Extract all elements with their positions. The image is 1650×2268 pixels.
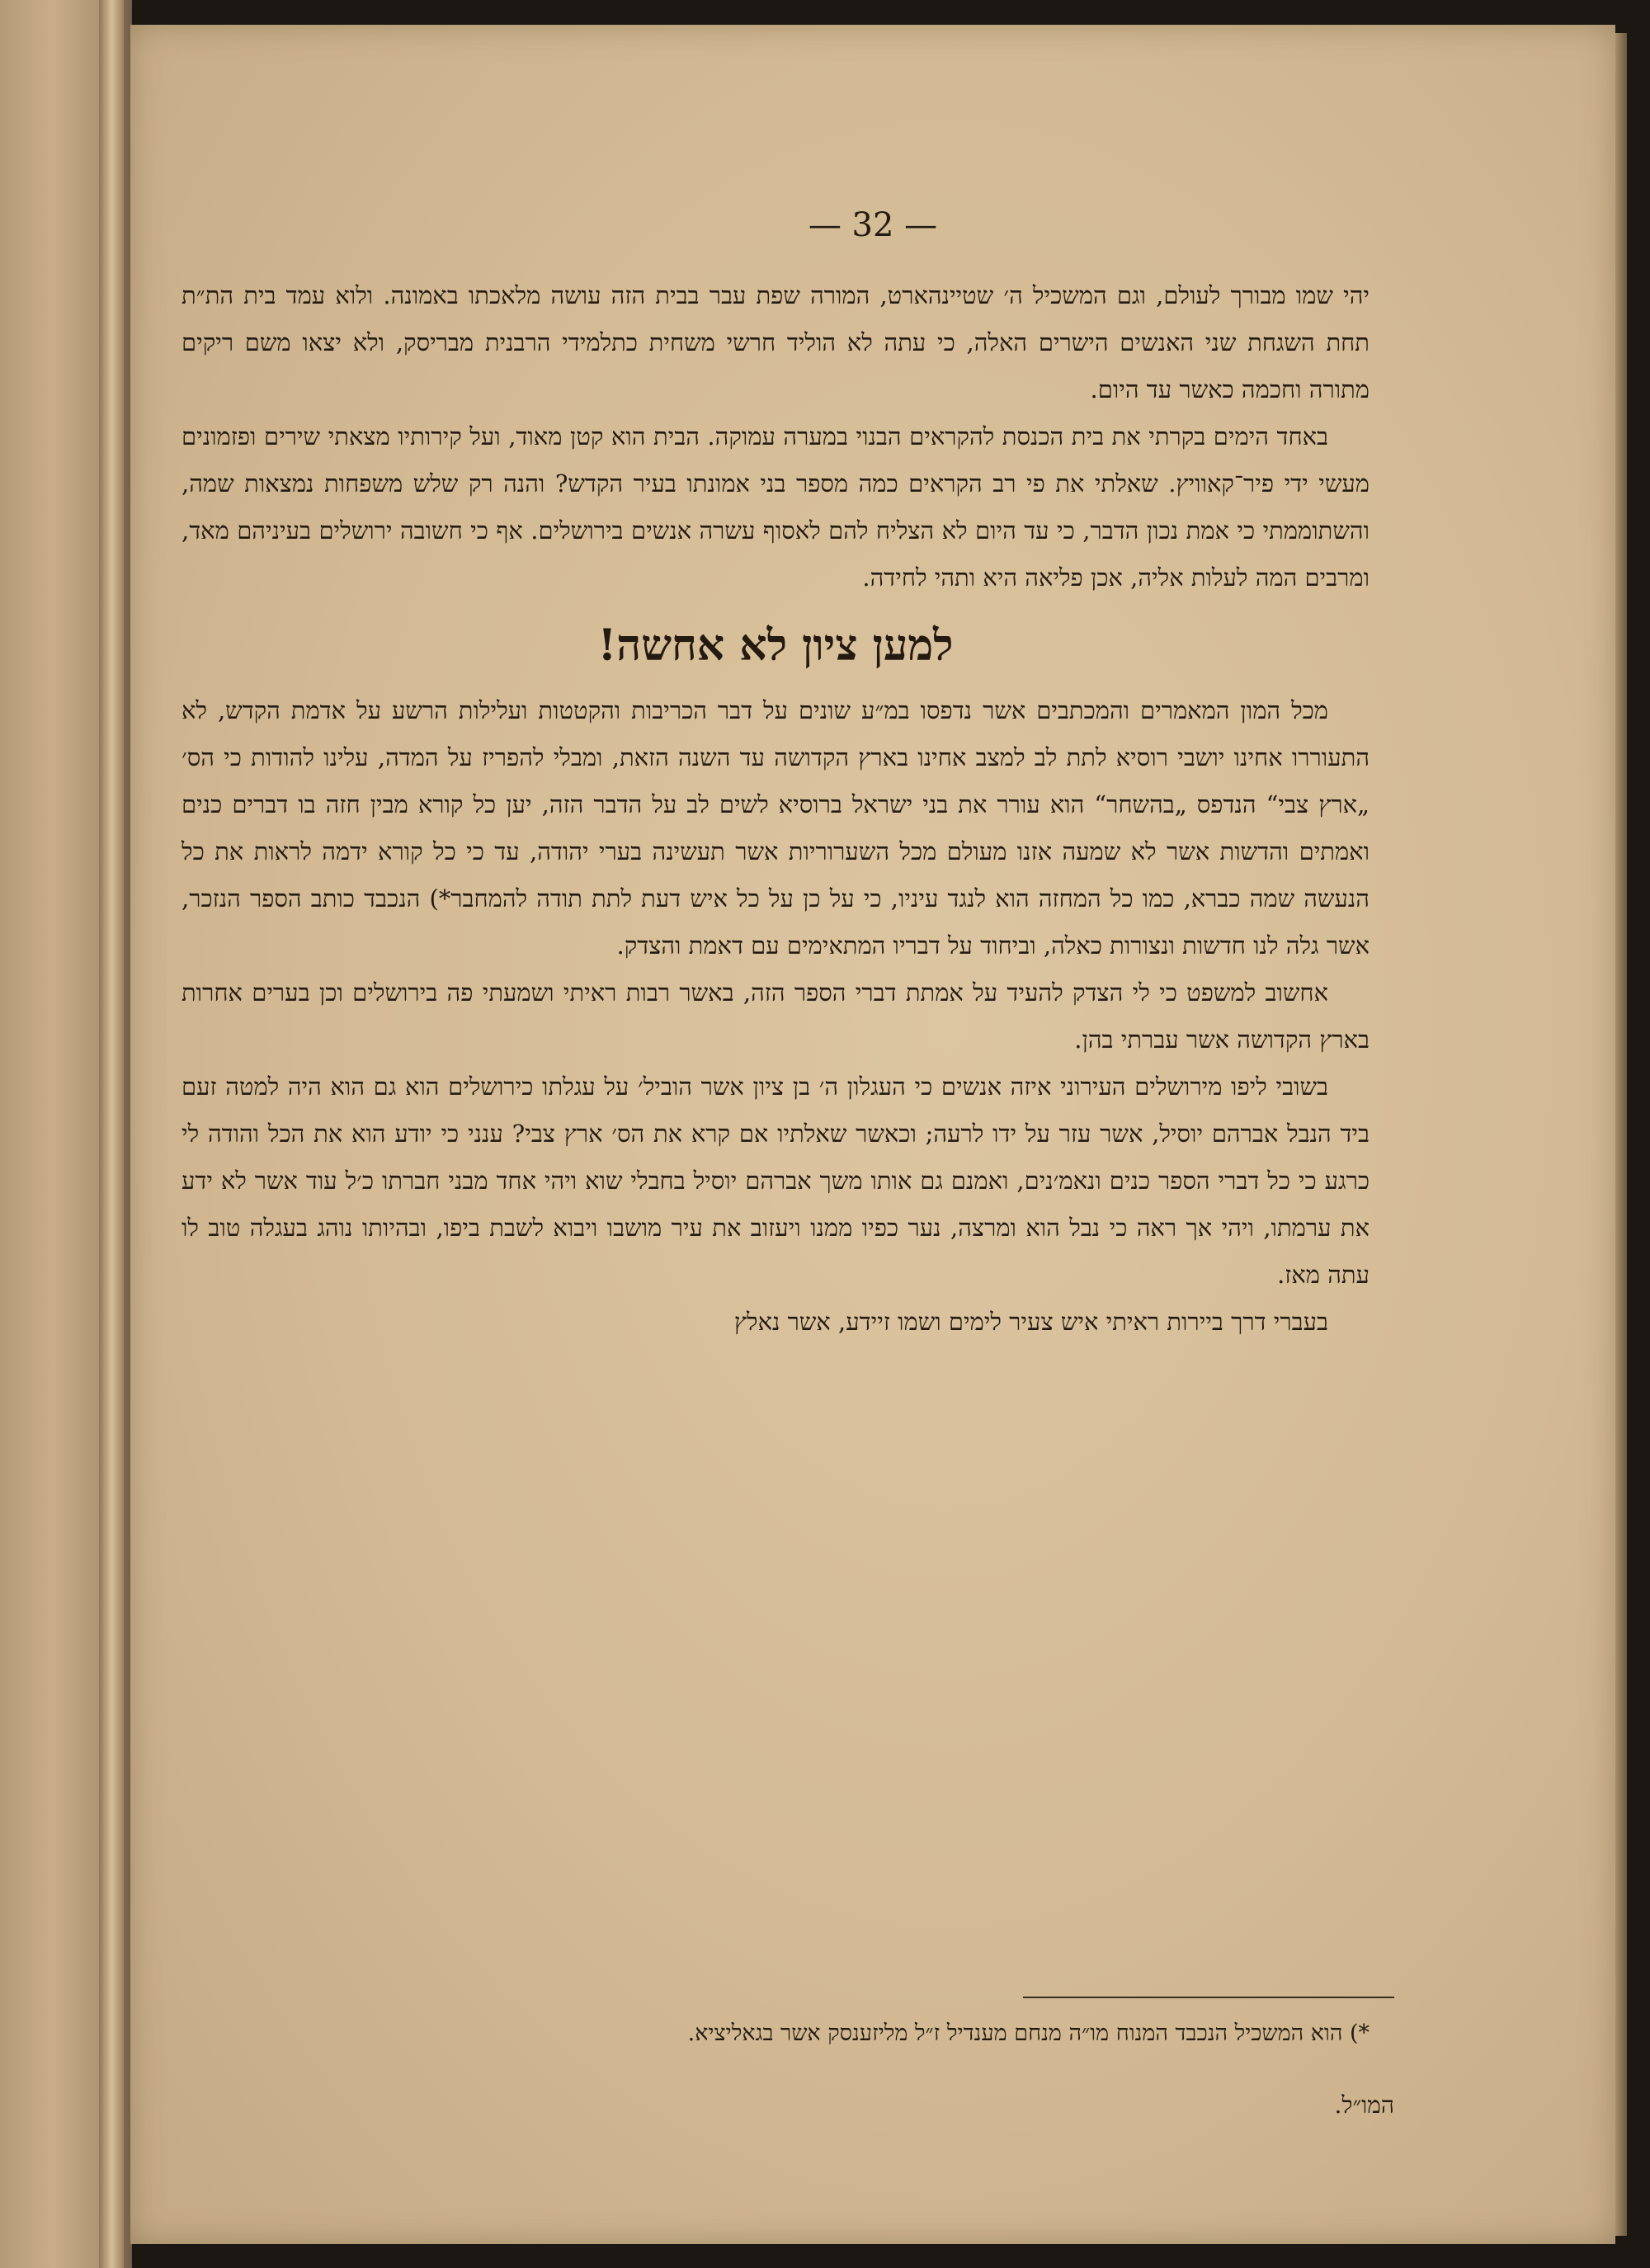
paragraph: יהי שמו מבורך לעולם, וגם המשכיל ה׳ שטיינהארט, המורה שפת עבר בבית הזה עושה מלאכתו באמונה. ולוא עמד בית הת״ת תחת השגחת שני האנשים הישרים האלה, כי עתה לא הוליד חרשי משחית כתלמידי הרבנית מבריסק, ולא יצאו משם ריקים מתורה וחכמה כאשר עד היום. bbox=[182, 281, 1370, 403]
paragraph: בעברי דרך ביירות ראיתי איש צעיר לימים ושמו זיידע, אשר נאלץ bbox=[733, 1308, 1328, 1336]
paragraph: בשובי ליפו מירושלים העירוני איזה אנשים כי העגלון ה׳ בן ציון אשר הוביל׳ על עגלתו כירושלים הוא גם הוא היה למטה זעם ביד הנבל אברהם יוסיל, אשר עזר על ידו לרעה; וכאשר שאלתיו אם קרא את הס׳ ארץ צבי? ענני כי יודע הוא את הכל והודה לי כרגע כי כל דברי הספר כנים ונאמ׳נים, ואמנם גם אותו משך אברהם יוסיל בחבלי שוא ויהי אחד מבני חברתו כ׳ל עוד אשר לא ידע את ערמתו, ויהי אך ראה כי נבל הוא ומרצה, נער כפיו ממנו ויעזוב את עיר מושבו ויבוא לשבת ביפו, ובהיותו נוהג בעגלה טוב לו עתה מאז. bbox=[182, 1073, 1370, 1289]
page-body bbox=[182, 272, 1370, 1346]
footnote-signature: המו״ל. bbox=[1334, 2091, 1394, 2119]
paragraph: מכל המון המאמרים והמכתבים אשר נדפסו במ״ע שונים על דבר הכריבות והקטטות ועלילות הרשע על אדמת הקדש, לא התעוררו אחינו יושבי רוסיא לתת לב למצב אחינו בארץ הקדושה עד השנה הזאת, ומבלי להפריז על המדה, עלינו להודות כי הס׳ „ארץ צבי“ הנדפס „בהשחר“ הוא עורר את בני ישראל ברוסיא לשים לב על הדבר הזה, יען כל קורא מבין חזה בו דברים כנים ואמתים והדשות אשר לא שמעה אזנו מעולם מכל השערוריות אשר תעשינה בערי יהודה, עד כי כל קורא ידמה לראות את כל הנעשה שמה כברא, כמו כל המחזה הוא לנגד עיניו, כי על כן על כל איש דעת לתת תודה להמחבר*) הנכבד כותב הספר הנזכר, אשר גלה לנו חדשות ונצורות כאלה, וביחוד על דבריו המתאימים עם דאמת והצדק. bbox=[182, 696, 1370, 960]
footnote-divider bbox=[1023, 1997, 1394, 1998]
paragraph: באחד הימים בקרתי את בית הכנסת להקראים הבנוי במערה עמוקה. הבית הוא קטן מאוד, ועל קירותיו מצאתי שירים ופזמונים מעשי ידי פיר־קאוויץ. שאלתי את פי רב הקראים כמה מספר בני אמונתו בעיר הקדש? והנה רק שלש משפחות נמצאות שמה, והשתוממתי כי אמת נכון הדבר, כי עד היום לא הצליח להם לאסוף עשרה אנשים בירושלים. אף כי חשובה ירושלים בעיניהם מאד, ומרבים המה לעלות אליה, אכן פליאה היא ותהי לחידה. bbox=[182, 422, 1370, 592]
paragraph: אחשוב למשפט כי לי הצדק להעיד על אמתת דברי הספר הזה, באשר רבות ראיתי ושמעתי פה בירושלים וכן בערים אחרות בארץ הקדושה אשר עברתי בהן. bbox=[182, 978, 1370, 1054]
footnote: *) הוא המשכיל הנכבד המנוח מו״ה מנחם מענדיל ז״ל מליזענסק אשר בגאליציא. bbox=[687, 2020, 1370, 2046]
section-heading: למען ציון לא אחשה! bbox=[597, 620, 954, 671]
previous-page-edge bbox=[99, 0, 124, 2268]
page-stack-edge bbox=[1615, 33, 1627, 2236]
page-number: — 32 — bbox=[808, 206, 938, 244]
